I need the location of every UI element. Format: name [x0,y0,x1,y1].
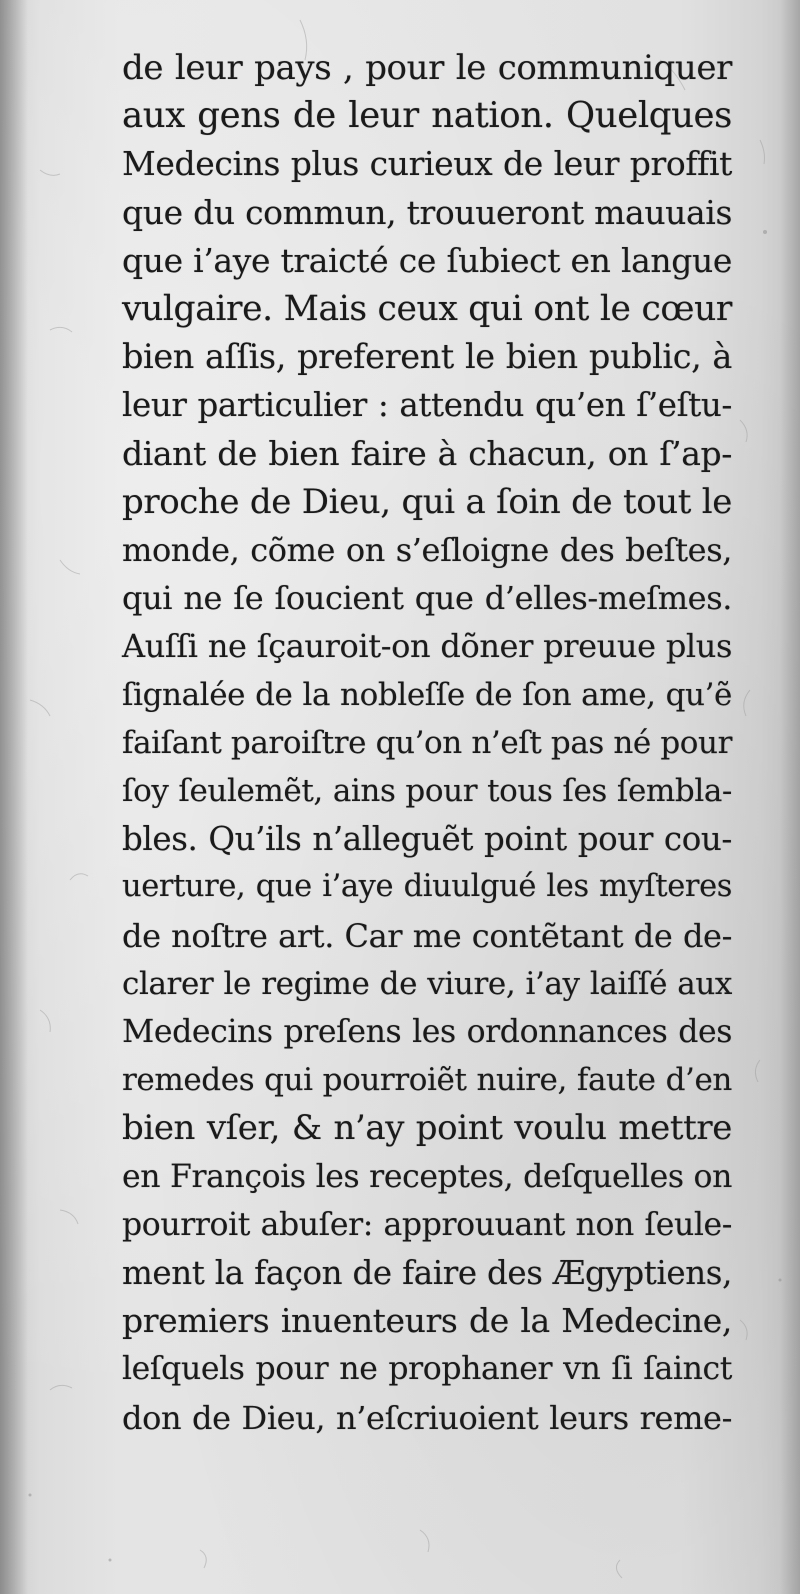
text-line: don de Dieu, n’eſcriuoient leurs reme- [122,1398,732,1437]
text-line: premiers inuenteurs de la Medecine, [122,1301,732,1341]
text-line: remedes qui pourroiẽt nuire, faute d’en [122,1062,732,1099]
text-line: bien aſſis, preferent le bien public, à [122,337,732,377]
text-line: qui ne ſe ſoucient que d’elles-meſmes. [122,579,732,618]
text-line: vulgaire. Mais ceux qui ont le cœur [122,289,732,330]
text-line: leur particulier : attendu qu’en ſ’eſtu- [122,386,732,425]
text-line: Auſſi ne ſçauroit-on dõner preuue plus [122,627,732,666]
text-line: diant de bien faire à chacun, on ſ’ap- [122,433,732,473]
text-line: proche de Dieu, qui a ſoin de tout le [122,481,732,522]
text-line: clarer le regime de viure, i’ay laiſſé aux [122,965,732,1002]
text-line: aux gens de leur nation. Quelques [122,95,732,137]
page-text [122,44,762,1442]
text-line: en François les receptes, deſquelles on [122,1158,732,1195]
text-line: Medecins plus curieux de leur proffit [122,144,732,184]
text-line: pourroit abuſer: approuuant non ſeule- [122,1206,732,1243]
text-line: bles. Qu’ils n’alleguẽt point pour cou- [122,820,732,859]
text-line: uerture, que i’aye diuulgué les myſteres [122,869,732,905]
text-line: de leur pays , pour le communiquer [122,48,732,88]
text-line: faiſant paroiſtre qu’on n’eſt pas né pour [122,724,733,761]
text-line: monde, cõme on s’eſloigne des beſtes, [122,531,732,570]
text-line: que i’aye traicté ce ſubiect en langue [122,240,732,280]
edge-shadow [780,0,800,1594]
text-line: ment la façon de faire des Ægyptiens, [122,1254,732,1293]
text-line: que du commun, trouueront mauuais [122,192,732,232]
gutter-shadow [0,0,28,1594]
text-line: de noſtre art. Car me contẽtant de de- [122,916,732,955]
text-line: leſquels pour ne prophaner vn ſi ſainct [122,1351,732,1388]
text-line: ſignalée de la nobleſſe de ſon ame, qu’ẽ [122,676,732,713]
text-line: bien vſer, & n’ay point voulu mettre [122,1108,732,1149]
text-line: ſoy ſeulemẽt, ains pour tous ſes ſembla- [122,773,732,810]
text-line: Medecins preſens les ordonnances des [122,1014,732,1051]
